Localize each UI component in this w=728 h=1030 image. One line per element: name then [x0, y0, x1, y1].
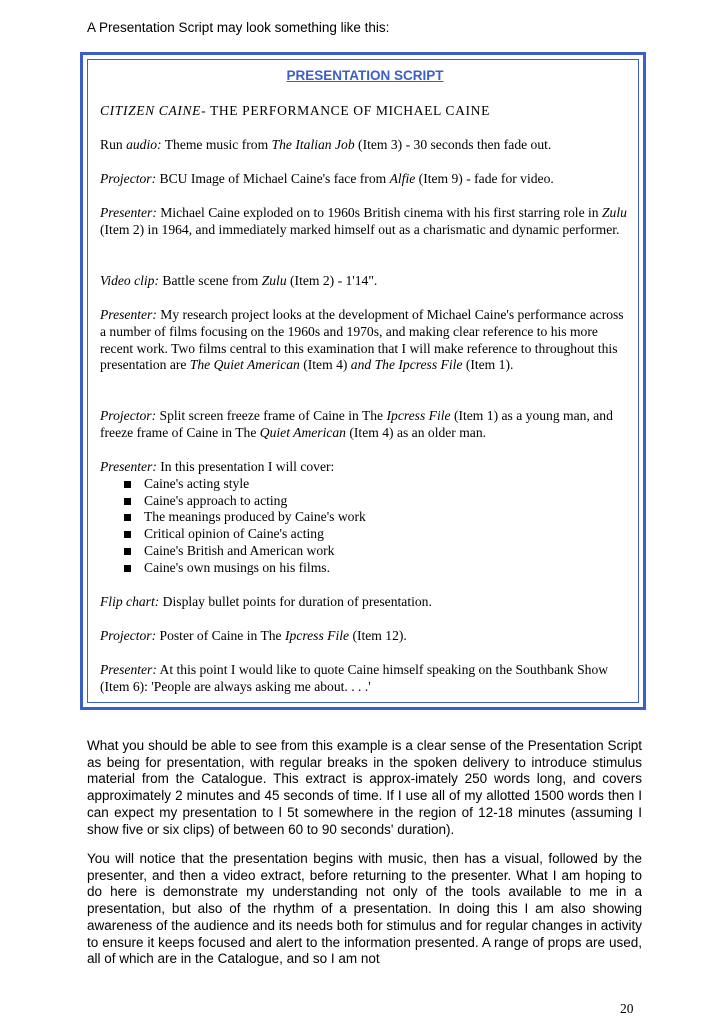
cue-audio: Run audio: Theme music from The Italian Job (Item 3) - 30 seconds then fade out. — [100, 137, 552, 152]
cue-presenter-1: Presenter: Michael Caine exploded on to 1960s British cinema with his first starring role in Zulu (Item 2) in 1964, and immediately marked himself out as a charismatic and dynamic performer. — [100, 205, 627, 237]
cue-projector-2: Projector: Split screen freeze frame of Caine in The Ipcress File (Item 1) as a young man, and freeze frame of Caine in The Quiet American (Item 4) as an older man. — [100, 408, 613, 440]
list-item: Caine's approach to acting — [122, 493, 630, 510]
page-number: 20 — [620, 1001, 634, 1016]
cue-presenter-3 — [100, 459, 630, 577]
body-paragraph-2: You will notice that the presentation begins with music, then has a visual, followed by the presenter, and then a video extract, before returning to the presenter. What I am hoping to do here is demonstrate my understanding not only of the tools available to me in a presentation, but also of the rhythm of a presentation. In doing this I am also showing awareness of the audience and its needs both for stimulus and for regular changes in activity to ensure it keeps focused and alert to the information presented. A range of props are used, all of which are in the Catalogue, and so I am not — [87, 851, 642, 967]
cue-video-clip: Video clip: Battle scene from Zulu (Item 2) - 1'14". — [100, 273, 378, 288]
list-item: Caine's own musings on his films. — [122, 560, 630, 577]
script-heading: CITIZEN CAINE- THE PERFORMANCE OF MICHAEL CAINE — [100, 103, 490, 118]
cue-presenter-3-intro: Presenter: In this presentation I will cover: — [100, 459, 335, 474]
script-title: PRESENTATION SCRIPT — [286, 68, 444, 83]
body-paragraph-1: What you should be able to see from this example is a clear sense of the Presentation Script as being for presentation, with regular breaks in the spoken delivery to introduce stimulus material from the Catalogue. This extract is approx-imately 250 words long, and covers approximately 2 minutes and 45 seconds of time. If I use all of my allotted 1500 words then I can expect my presentation to l 5t somewhere in the region of 12-18 minutes (assuming I show five or six clips) of between 60 to 90 seconds' duration). — [87, 738, 642, 837]
cue-presenter-4: Presenter: At this point I would like to quote Caine himself speaking on the Southbank Show (Item 6): 'People are always asking me about. . . .' — [100, 662, 609, 694]
intro-line: A Presentation Script may look something like this: — [87, 20, 390, 35]
cue-projector-1: Projector: BCU Image of Michael Caine's face from Alfie (Item 9) - fade for video. — [100, 171, 554, 186]
cue-presenter-2: Presenter: My research project looks at the development of Michael Caine's performance across a number of films focusing on the 1960s and 1970s, and making clear reference to his more recent work. Two films central to this examination that I will make reference to throughout this presentation are The Quiet American (Item 4) and The Ipcress File (Item 1). — [100, 307, 624, 373]
list-item: The meanings produced by Caine's work — [122, 509, 630, 526]
list-item: Caine's British and American work — [122, 543, 630, 560]
cue-projector-3: Projector: Poster of Caine in The Ipcress File (Item 12). — [100, 628, 407, 643]
cue-flip-chart: Flip chart: Display bullet points for duration of presentation. — [100, 594, 432, 609]
list-item: Critical opinion of Caine's acting — [122, 526, 630, 543]
bullet-list — [100, 476, 630, 577]
list-item: Caine's acting style — [122, 476, 630, 493]
